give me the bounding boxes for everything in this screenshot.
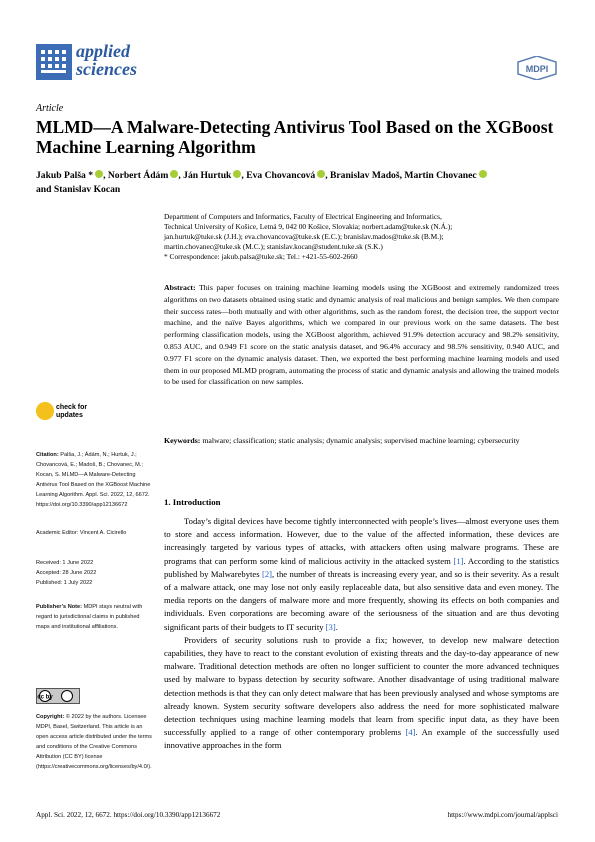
paragraph-text: . According to the statistics published by Malwarebytes bbox=[164, 555, 559, 579]
article-type: Article bbox=[36, 103, 64, 114]
orcid-icon[interactable] bbox=[479, 170, 487, 178]
journal-logo-icon bbox=[36, 44, 72, 80]
published-date: Published: 1 July 2022 bbox=[36, 580, 93, 586]
body-text bbox=[164, 515, 559, 753]
abstract-text: This paper focuses on training machine learning models using the XGBoost and extremely randomized trees algorithms on two datasets obtained using static and dynamic analysis of real malicious and benign samples. We then compare their success rates—both mutually and with other algorithms, such as the random forest, the decision tree, the support vector machine, and the naïve Bayes algorithms, which we compared in our previous work on the same datasets. The best performing classification models, using the XGBoost algorithm, achieved 91.9% detection accuracy and 98.2% sensitivity, 0.853 AUC, and 0.949 F1 score on the static analysis dataset, and 96.4% accuracy and 98.5% sensitivity, 0.940 AUC, and 0.977 F1 score on the dynamic analysis dataset. Then, we exported the best performing machine learning models and used them in our proposed MLMD program, automating the process of static and dynamic analysis and allowing the trained models to be used for classification on new samples. bbox=[164, 283, 559, 387]
abstract-label: Abstract: bbox=[164, 283, 196, 292]
article-title: MLMD—A Malware-Detecting Antivirus Tool Based on the XGBoost Machine Learning Algorithm bbox=[36, 117, 554, 157]
author: Ján Hurtuk bbox=[183, 170, 232, 181]
publisher-note-text: MDPI stays neutral with regard to jurisdictional claims in published maps and institutional affiliations. bbox=[36, 604, 143, 630]
dates-block bbox=[36, 558, 154, 588]
orcid-icon[interactable] bbox=[317, 170, 325, 178]
journal-name-line1: applied bbox=[76, 41, 130, 61]
author: Martin Chovanec bbox=[404, 170, 477, 181]
abstract bbox=[164, 282, 559, 388]
paragraph-text: Today’s digital devices have become tightly interconnected with people’s lives—almost everyone uses them to store and access information. However, due to the value of the affected information, these devices are increasingly targeted by various types of attacks, with attackers often using malware programs. These are programs that can perform some kind of malicious activity in the attacked system bbox=[164, 516, 559, 566]
paragraph-text: , the number of threats is increasing every year, and so is their severity. As a result of a malware attack, one may lose not only easily replaceable data, but also sensitive data and even money. The media reports on the dangers of malware more and more frequently, showing its effects on both companies and individuals. Even corporations are becoming aware of the seriousness of the situation and are thus devoting significant parts of their budgets to IT security bbox=[164, 568, 559, 632]
affiliation-line: jan.hurtuk@tuke.sk (J.H.); eva.chovancova@tuke.sk (E.C.); branislav.mados@tuke.sk (B.M.); bbox=[164, 232, 444, 241]
author: Jakub Palša * bbox=[36, 170, 94, 181]
author: Branislav Madoš bbox=[330, 170, 400, 181]
affiliation-line: Department of Computers and Informatics, Faculty of Electrical Engineering and Informatics, bbox=[164, 212, 442, 221]
publisher-note bbox=[36, 602, 154, 632]
section-heading: 1. Introduction bbox=[164, 497, 221, 507]
cc-badge-text: cc by bbox=[37, 694, 53, 701]
journal-name bbox=[76, 42, 137, 78]
publisher-note-label: Publisher’s Note: bbox=[36, 604, 83, 610]
keywords-label: Keywords: bbox=[164, 436, 201, 445]
author-list: Jakub Palša * , Norbert Ádám , Ján Hurtuk , Eva Chovancová , Branislav Madoš, Martin Chovanec and Stanislav Kocan bbox=[36, 169, 561, 197]
citation-link[interactable]: [2] bbox=[262, 568, 273, 579]
journal-name-line2: sciences bbox=[76, 59, 137, 79]
author: Eva Chovancová bbox=[246, 170, 316, 181]
copyright-block bbox=[36, 712, 154, 772]
orcid-icon[interactable] bbox=[95, 170, 103, 178]
copyright-text: © 2022 by the authors. Licensee MDPI, Basel, Switzerland. This article is an open access article distributed under the terms and conditions of the Creative Commons Attribution (CC BY) license (https://creativecommons.org/licenses/by/4.0/). bbox=[36, 714, 152, 770]
paragraph-text: . bbox=[335, 621, 338, 632]
affiliation-line: Technical University of Košice, Letná 9, 042 00 Košice, Slovakia; norbert.adam@tuke.sk (N.Á.); bbox=[164, 222, 453, 231]
author: Norbert Ádám bbox=[107, 170, 169, 181]
citation-link[interactable]: [4] bbox=[405, 727, 416, 738]
citation-text: Palša, J.; Ádám, N.; Hurtuk, J.; Chovancová, E.; Madoš, B.; Chovanec, M.; Kocan, S. MLMD—A Malware-Detecting Antivirus Tool Based on the XGBoost Machine Learning Algorithm. Appl. Sci. 2022, 12, 6672. https://doi.org/10.3390/app12136672 bbox=[36, 452, 151, 508]
check-updates-icon bbox=[36, 402, 54, 420]
affiliation-line: martin.chovanec@tuke.sk (M.C.); stanislav.kocan@student.tuke.sk (S.K.) bbox=[164, 242, 383, 251]
check-updates-label: check for updates bbox=[56, 404, 88, 419]
citation-link[interactable]: [3] bbox=[325, 621, 336, 632]
paragraph bbox=[164, 515, 559, 634]
author: and Stanislav Kocan bbox=[36, 184, 121, 195]
academic-editor: Academic Editor: Vincent A. Cicirello bbox=[36, 530, 127, 536]
footer-journal-url[interactable]: https://www.mdpi.com/journal/applsci bbox=[447, 811, 558, 819]
citation-link[interactable]: [1] bbox=[453, 555, 464, 566]
copyright-label: Copyright: bbox=[36, 714, 65, 720]
citation-block bbox=[36, 450, 154, 510]
footer-citation[interactable]: Appl. Sci. 2022, 12, 6672. https://doi.org/10.3390/app12136672 bbox=[36, 811, 221, 819]
check-for-updates-badge[interactable] bbox=[36, 402, 96, 426]
received-date: Received: 1 June 2022 bbox=[36, 560, 94, 566]
mdpi-logo-icon bbox=[517, 56, 557, 80]
page-footer bbox=[36, 811, 558, 819]
paragraph-text: . An example of the successfully used innovative approaches in the form bbox=[164, 727, 559, 751]
correspondence-line: * Correspondence: jakub.palsa@tuke.sk; Tel.: +421-55-602-2660 bbox=[164, 252, 358, 261]
orcid-icon[interactable] bbox=[170, 170, 178, 178]
accepted-date: Accepted: 28 June 2022 bbox=[36, 570, 97, 576]
citation-label: Citation: bbox=[36, 452, 59, 458]
paragraph-text: Providers of security solutions rush to provide a fix; however, to develop new malware detection capabilities, they have to react to the constant evolution of existing threats and the day-to-day appearance of new malware. Traditional detection methods are often no longer sufficient to counter the more advanced techniques used by malware to bypass detection by security software. Another disadvantage of using traditional malware detection methods is that they can only detect malware that has been previously analysed and whose symptoms are already known. System security software developers also address the need for more sophisticated malware detection techniques using machine learning models that learn from specific input data, as they have been successfully applied to a range of other contemporary problems bbox=[164, 634, 559, 738]
keywords-text: malware; classification; static analysis; dynamic analysis; supervised machine learning; cybersecurity bbox=[202, 436, 520, 445]
orcid-icon[interactable] bbox=[233, 170, 241, 178]
affiliation-block bbox=[164, 212, 564, 262]
publisher-label: MDPI bbox=[525, 64, 549, 74]
keywords bbox=[164, 435, 559, 447]
paragraph bbox=[164, 634, 559, 753]
cc-by-license-icon[interactable] bbox=[36, 688, 80, 704]
